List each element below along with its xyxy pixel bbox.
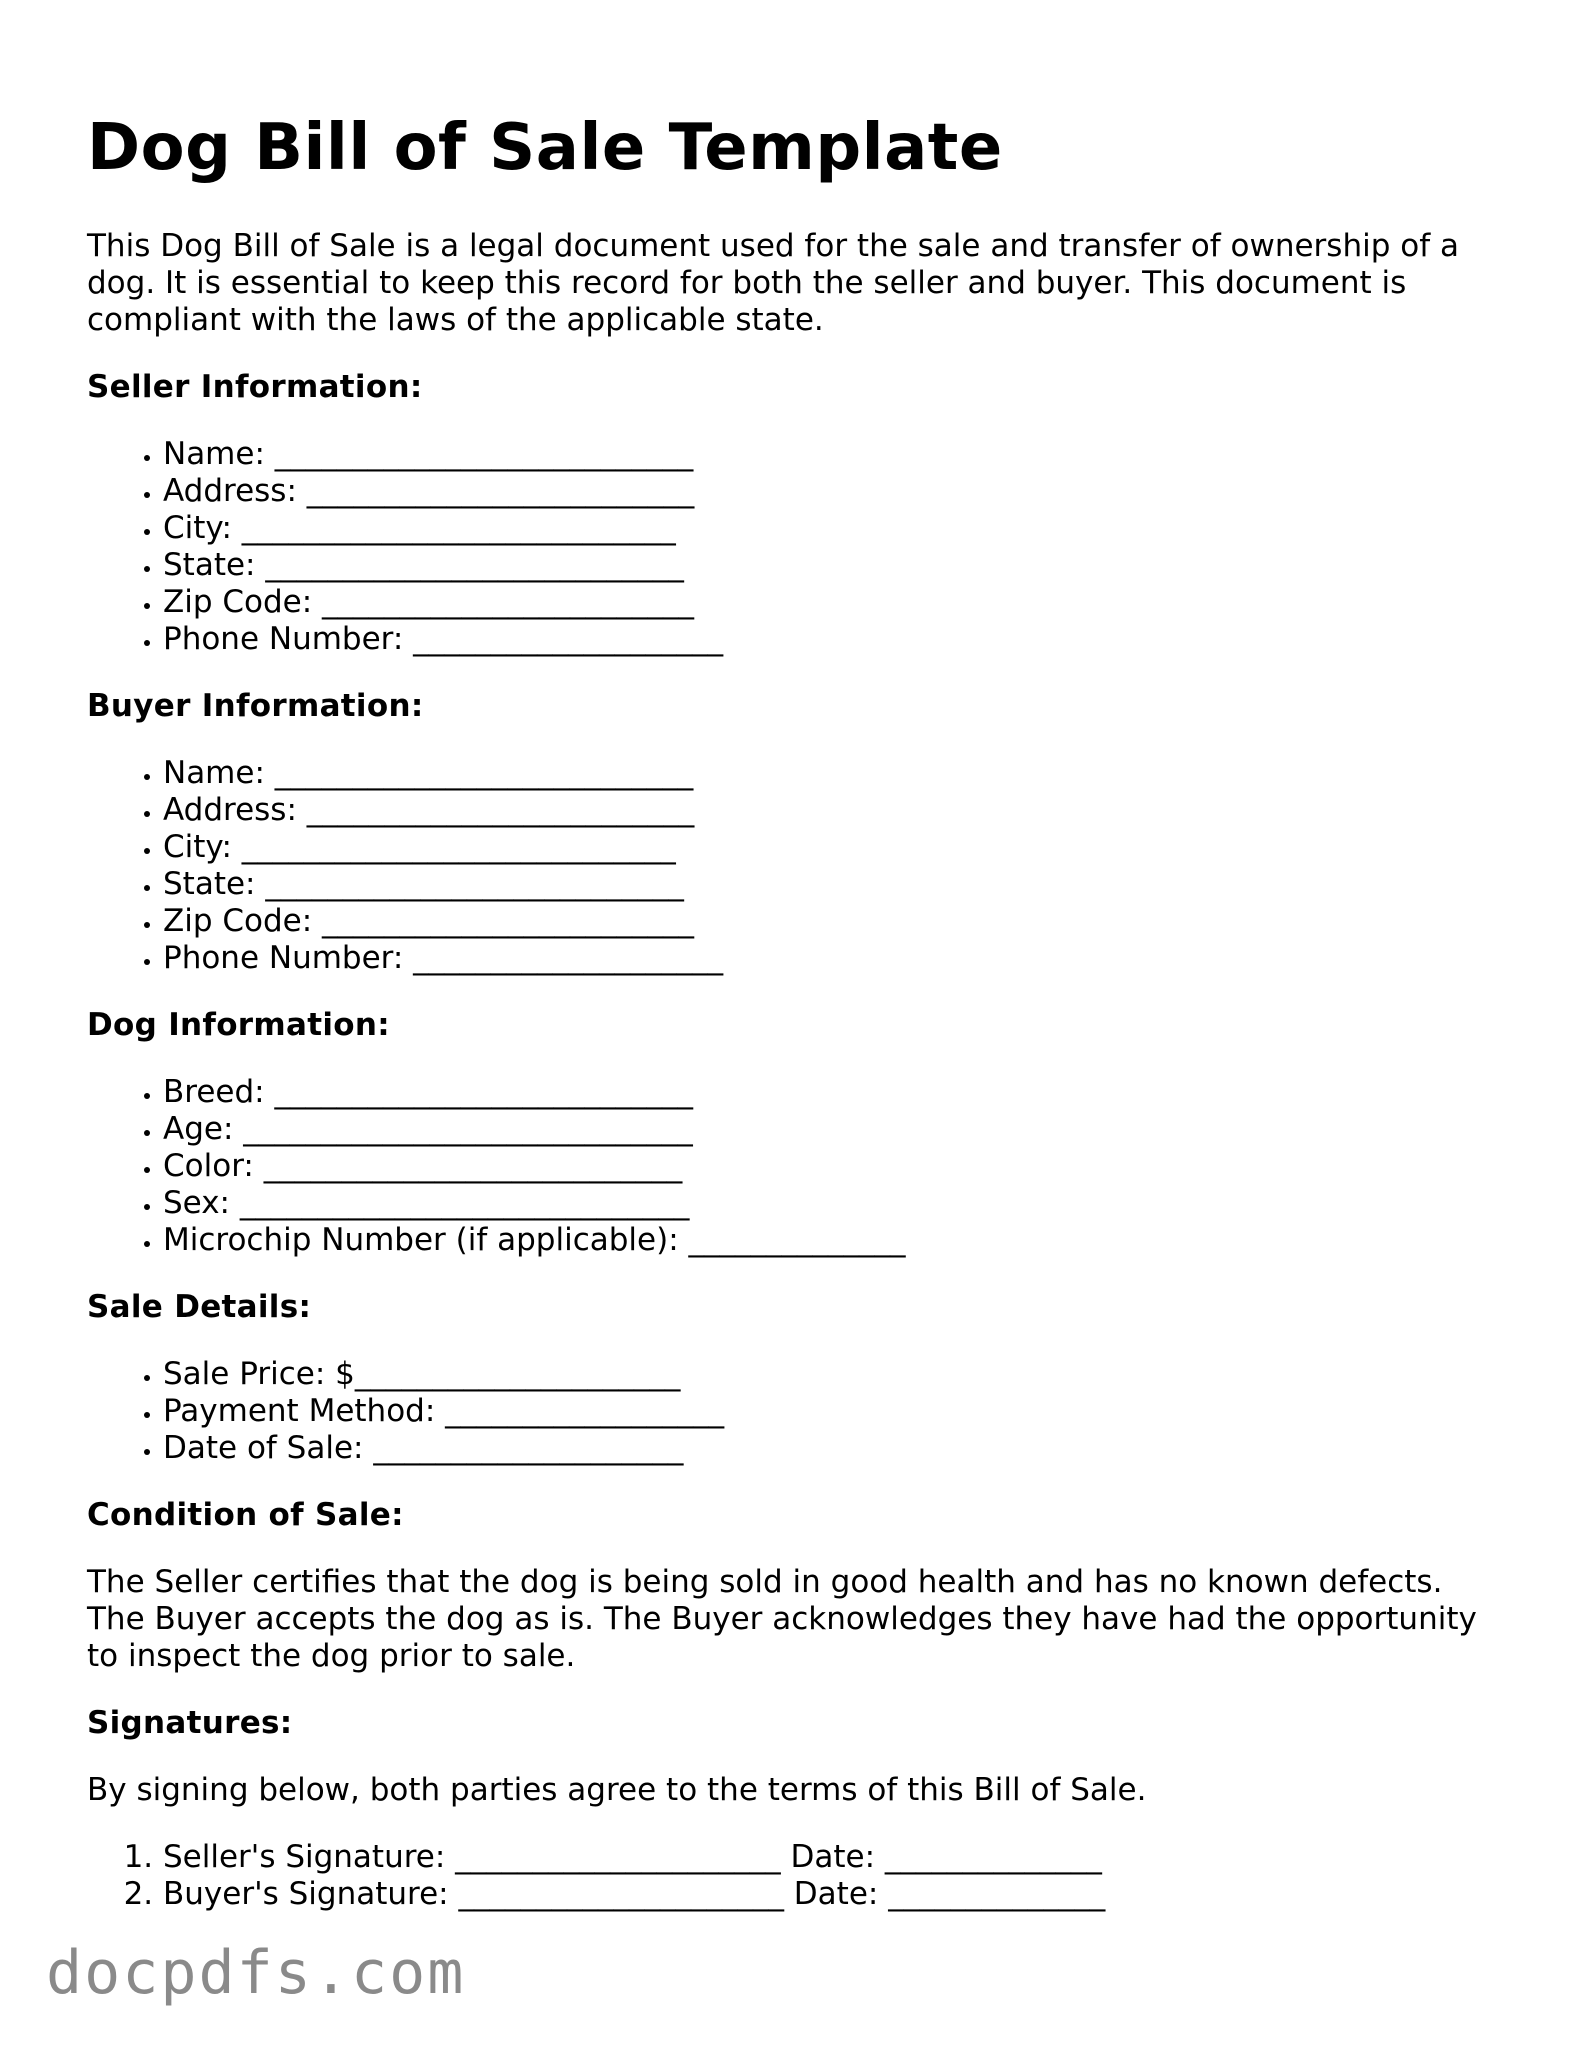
signatures-list [87,1839,1507,1913]
dog-breed-field: • Breed: ___________________________ [163,1074,1507,1111]
seller-city-field: • City: ____________________________ [163,510,1507,547]
payment-method-field: • Payment Method: __________________ [163,1393,1507,1430]
buyer-signature-line: 2. Buyer's Signature: _____________________ Date: ______________ [163,1876,1507,1913]
buyer-phone-field: • Phone Number: ____________________ [163,940,1507,977]
condition-paragraph: The Seller certifies that the dog is being sold in good health and has no known defects. The Buyer accepts the dog as is. The Buyer acknowledges they have had the opportunity to inspect the dog prior to sale. [87,1564,1477,1674]
signatures-paragraph: By signing below, both parties agree to the terms of this Bill of Sale. [87,1772,1147,1808]
dog-list [87,1074,1507,1259]
buyer-state-field: • State: ___________________________ [163,866,1507,903]
page-title: Dog Bill of Sale Template [87,111,1003,185]
seller-signature-line: 1. Seller's Signature: _____________________ Date: ______________ [163,1839,1507,1876]
dog-sex-field: • Sex: _____________________________ [163,1185,1507,1222]
buyer-heading: Buyer Information: [87,688,424,724]
sale-date-field: • Date of Sale: ____________________ [163,1430,1507,1467]
signatures-heading: Signatures: [87,1705,293,1741]
dog-age-field: • Age: _____________________________ [163,1111,1507,1148]
seller-name-field: • Name: ___________________________ [163,436,1507,473]
seller-phone-field: • Phone Number: ____________________ [163,621,1507,658]
buyer-name-field: • Name: ___________________________ [163,755,1507,792]
document-page [87,108,1507,1943]
seller-heading: Seller Information: [87,369,423,405]
watermark: docpdfs.com [46,1938,466,2008]
seller-zip-field: • Zip Code: ________________________ [163,584,1507,621]
sale-heading: Sale Details: [87,1289,312,1325]
condition-heading: Condition of Sale: [87,1497,404,1533]
dog-heading: Dog Information: [87,1007,390,1043]
buyer-list [87,755,1507,977]
seller-list [87,436,1507,658]
seller-state-field: • State: ___________________________ [163,547,1507,584]
sale-list [87,1356,1507,1467]
buyer-address-field: • Address: _________________________ [163,792,1507,829]
sale-price-field: • Sale Price: $_____________________ [163,1356,1507,1393]
buyer-zip-field: • Zip Code: ________________________ [163,903,1507,940]
dog-color-field: • Color: ___________________________ [163,1148,1507,1185]
seller-address-field: • Address: _________________________ [163,473,1507,510]
dog-microchip-field: • Microchip Number (if applicable): ______________ [163,1222,1507,1259]
buyer-city-field: • City: ____________________________ [163,829,1507,866]
intro-paragraph: This Dog Bill of Sale is a legal document used for the sale and transfer of ownership of a dog. It is essential to keep this record for both the seller and buyer. This document is compliant with the laws of the applicable state. [87,228,1459,338]
